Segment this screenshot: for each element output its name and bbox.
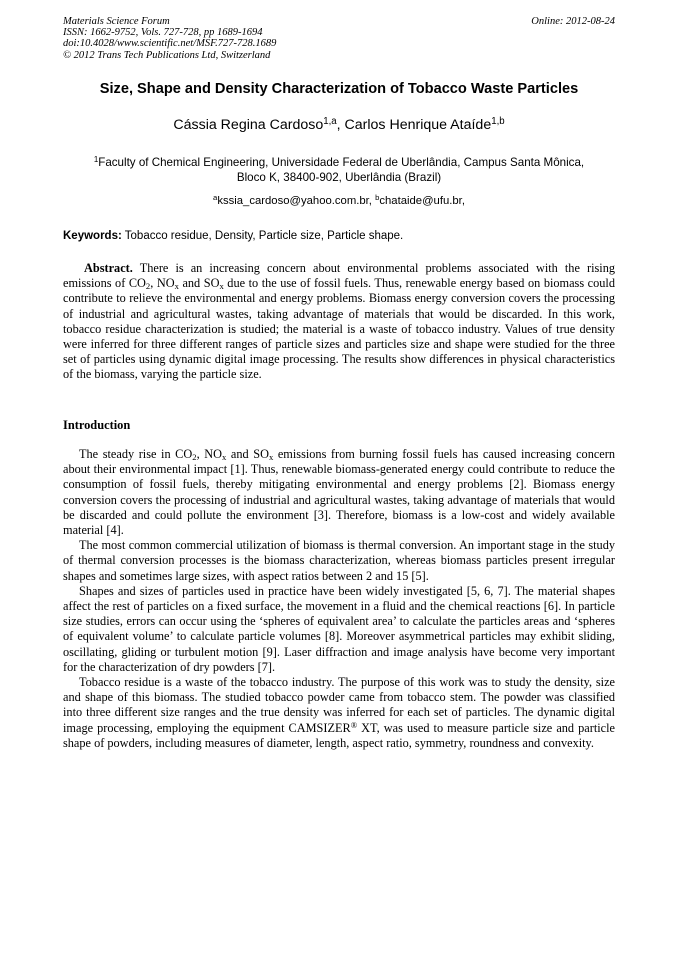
author-2: Carlos Henrique Ataíde bbox=[344, 117, 492, 133]
online-date: Online: 2012-08-24 bbox=[531, 16, 615, 27]
author-2-affil: 1,b bbox=[491, 116, 505, 128]
affiliation-line-1: $^1$Faculty of Chemical Engineering, Universidade Federal de Uberlândia, Campus Santa Mônica, bbox=[93, 155, 585, 169]
journal-name: Materials Science Forum bbox=[63, 16, 170, 27]
keywords bbox=[63, 230, 615, 242]
author-list bbox=[40, 117, 638, 133]
affiliation-marker: 1 bbox=[93, 155, 99, 165]
author-1: Cássia Regina Cardoso bbox=[173, 117, 324, 133]
issn-line: ISSN: 1662-9752, Vols. 727-728, pp 1689-1694 bbox=[63, 27, 263, 39]
email-b-marker: b bbox=[375, 193, 380, 203]
email-a[interactable]: kssia_cardoso@yahoo.com.br, bbox=[217, 195, 376, 207]
introduction-body bbox=[63, 447, 615, 751]
intro-paragraph-3: Shapes and sizes of particles used in practice have been widely investigated [5, 6, 7]. The material shapes affect the rest of particles on a fixed surface, the movement in a fluid and the chemical reactions [6]. In particle size studies, errors can occur using the ‘spheres of equivalent area’ to calculate the particles areas and ‘spheres of equivalent volume’ to calculate particle volumes [8]. Moreover asymmetrical particles may exhibit sliding, oscillating, gliding or turbulent motion [9]. Laser diffraction and image analysis have become very important for the characterization of dry powders [7]. bbox=[63, 583, 615, 674]
author-emails bbox=[40, 195, 638, 207]
author-1-affil: 1,a bbox=[323, 116, 337, 128]
email-b[interactable]: chataide@ufu.br, bbox=[379, 195, 465, 207]
copyright-line: © 2012 Trans Tech Publications Ltd, Switzerland bbox=[63, 49, 271, 61]
paper-title: Size, Shape and Density Characterization of Tobacco Waste Particles bbox=[99, 81, 579, 97]
doi-line: doi:10.4028/www.scientific.net/MSF.727-728.1689 bbox=[63, 38, 277, 50]
intro-paragraph-1: The steady rise in $CO_2$, $NO_x$ and $SO_x$ emissions from burning fossil fuels has caused increasing concern about their environmental impact [1]. Thus, renewable biomass-generated energy could contribute to reduce the consumption of fossil fuels, thereby mitigating environmental and energy problems [2]. Biomass energy conversion covers the processing of industrial and agricultural wastes, taking advantage of materials that would be discarded and could pollute the environment [3]. Therefore, biomass is a low-cost and widely available material [4]. bbox=[63, 447, 615, 538]
intro-paragraph-4: Tobacco residue is a waste of the tobacco industry. The purpose of this work was to study the density, size and shape of this biomass. The studied tobacco powder came from tobacco stem. The powder was classified into three different size ranges and the true density was inferred for each set of particles. The dynamic digital image processing, employing the equipment CAMSIZER® XT, was used to measure particle size and particle shape of powders, including measures of diameter, length, aspect ratio, symmetry, roundness and convexity. bbox=[63, 675, 615, 750]
abstract-label: Abstract. bbox=[84, 261, 133, 275]
journal-header bbox=[63, 16, 615, 61]
abstract: Abstract. There is an increasing concern about environmental problems associated with the rising emissions of $CO_2$, $NO_x$ and $SO_x$ due to the use of fossil fuels. Thus, renewable energy based on biomass could contribute to relieve the environmental and energy problems. Biomass energy conversion covers the processing of industrial and agricultural wastes, taking advantage of materials that would be discarded. In this work, tobacco residue characterization is studied; the material is a waste of tobacco industry. Values of true density were inferred for three different ranges of particle sizes and particles size and shape were studied for the three set of particles using dynamic digital image processing. The results show differences in physical characteristics of the biomass, varying the particle size. bbox=[63, 261, 615, 382]
intro-paragraph-2: The most common commercial utilization of biomass is thermal conversion. An important stage in the study of thermal conversion processes is the biomass characterization, whereas biomass particles present irregular shapes and sometimes large sizes, with aspect ratios between 2 and 15 [5]. bbox=[63, 538, 615, 583]
affiliation bbox=[40, 155, 638, 185]
affiliation-line-2: Bloco K, 38400-902, Uberlândia (Brazil) bbox=[236, 171, 442, 184]
keywords-text: Tobacco residue, Density, Particle size, Particle shape. bbox=[121, 230, 404, 242]
keywords-label: Keywords: bbox=[63, 230, 122, 242]
author-separator: , bbox=[336, 117, 345, 133]
email-a-marker: a bbox=[213, 193, 218, 203]
section-heading-introduction: Introduction bbox=[63, 418, 131, 432]
